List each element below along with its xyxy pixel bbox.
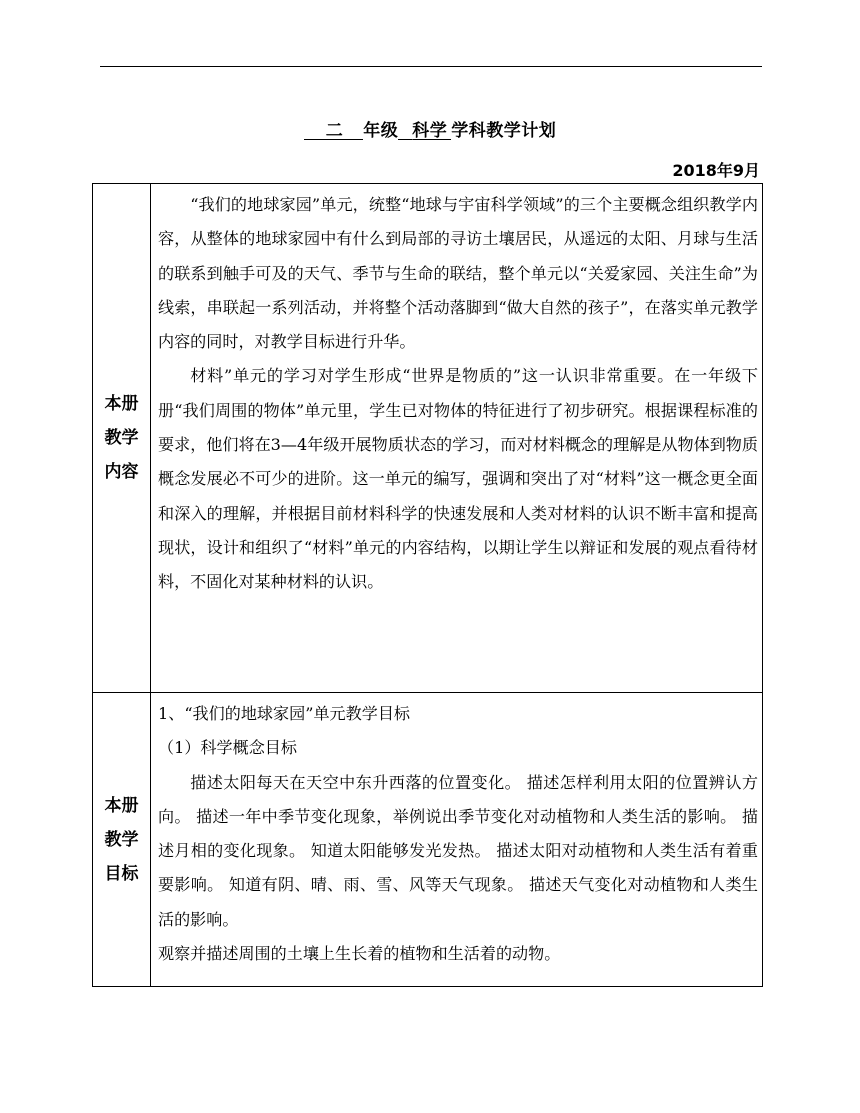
goals-row [93, 693, 763, 987]
grade-blank-left [304, 123, 326, 140]
goals-label-cell [93, 693, 151, 987]
content-paragraph: 材料”单元的学习对学生形成“世界是物质的”这一认识非常重要。在一年级下册“我们周围的物体”单元里，学生已对物体的特征进行了初步研究。根据课程标准的要求，他们将在3—4年级开展物质状态的学习，而对材料概念的理解是从物体到物质概念发展必不可少的进阶。这一单元的编写，强调和突出了对“材料”这一概念更全面和深入的理解，并根据目前材料科学的快速发展和人类对材料的认识不断丰富和提高现状，设计和组织了“材料”单元的内容结构，以期让学生以辩证和发展的观点看待材料，不固化对某种材料的认识。 [158, 366, 758, 592]
goals-subheading: （1）科学概念目标 [158, 738, 297, 758]
goals-label-line: 目标 [104, 863, 139, 884]
goals-label-line: 教学 [104, 829, 139, 850]
grade-value: 二 [325, 121, 344, 141]
grade-suffix: 年级 [363, 121, 399, 141]
goals-heading: 1、“我们的地球家园”单元教学目标 [158, 704, 411, 723]
goals-paragraph: 描述太阳每天在天空中东升西落的位置变化。 描述怎样利用太阳的位置辨认方向。 描述一年中季节变化现象，举例说出季节变化对动植物和人类生活的影响。 描述月相的变化现象。 知道太阳能够发光发热。 描述太阳对动植物和人类生活有着重要影响。 知道有阴、晴、雨、雪、风等天气现象。 描述天气变化对动植物和人类生活的影响。 [158, 772, 758, 929]
content-label-line: 教学 [104, 428, 139, 448]
goals-text-cell [151, 693, 763, 987]
content-text-cell [151, 184, 763, 693]
grade-blank-right [343, 123, 363, 140]
subject-blank-left [398, 123, 412, 140]
content-label-line: 内容 [104, 462, 139, 482]
document-title [0, 116, 860, 141]
header-rule [100, 66, 762, 67]
subject-value: 科学 [412, 121, 448, 141]
plan-date: 2018年9月 [672, 161, 760, 180]
goals-label-line: 本册 [104, 795, 139, 816]
content-row [93, 184, 763, 693]
goals-last-line: 观察并描述周围的土壤上生长着的植物和生活着的动物。 [158, 944, 561, 964]
subject-suffix: 学科教学计划 [451, 121, 557, 141]
content-label-cell [93, 184, 151, 693]
content-label-line: 本册 [104, 394, 139, 414]
content-paragraph: “我们的地球家园”单元，统整“地球与宇宙科学领域”的三个主要概念组织教学内容，从整体的地球家园中有什么到局部的寻访土壤居民，从遥远的太阳、月球与生活的联系到触手可及的天气、季节与生命的联结，整个单元以“关爱家园、关注生命”为线索，串联起一系列活动，并将整个活动落脚到“做大自然的孩子”，在落实单元教学内容的同时，对教学目标进行升华。 [158, 195, 758, 352]
teaching-plan-table [92, 183, 763, 987]
